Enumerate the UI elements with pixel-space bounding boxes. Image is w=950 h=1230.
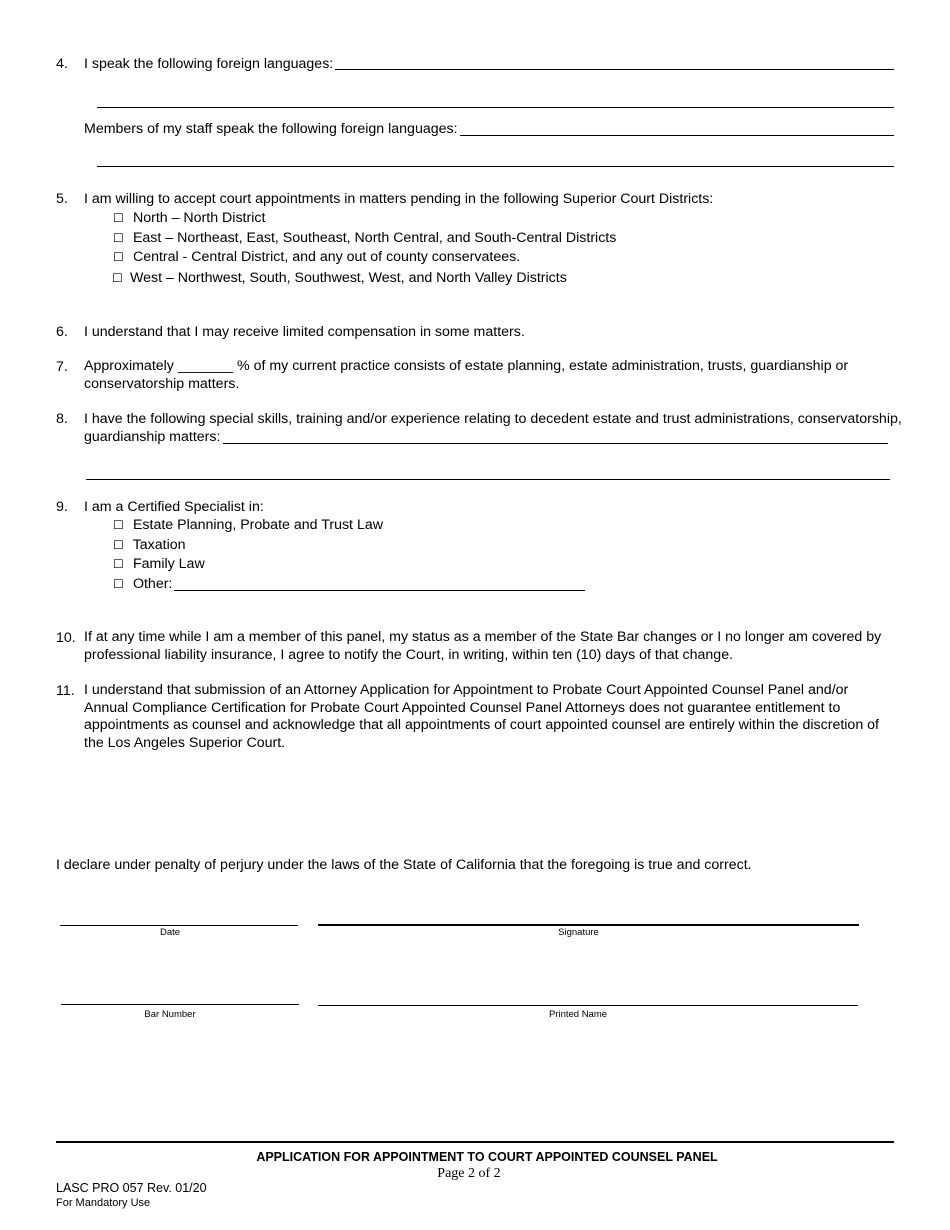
item-10-text: If at any time while I am a member of this panel, my status as a member of the State Bar changes or I no longer am covered by professional liability insurance, I agree to notify the Court, in writing, within ten (10) days of that change. bbox=[84, 629, 882, 663]
staff-languages-line-1[interactable] bbox=[460, 135, 894, 136]
checkbox-icon[interactable]: ☐ bbox=[113, 231, 124, 245]
checkbox-icon[interactable]: ☐ bbox=[113, 577, 124, 591]
bar-number-line[interactable] bbox=[61, 1004, 299, 1005]
printed-name-line[interactable] bbox=[318, 1005, 858, 1006]
item-5-number: 5. bbox=[56, 191, 68, 207]
signature-line[interactable] bbox=[318, 924, 859, 926]
languages-line-1[interactable] bbox=[335, 69, 894, 70]
footer-divider bbox=[56, 1141, 894, 1143]
item-4-label: I speak the following foreign languages: bbox=[84, 56, 334, 72]
page-number: Page 2 of 2 bbox=[437, 1166, 501, 1181]
item-6-number: 6. bbox=[56, 324, 68, 340]
form-usage: For Mandatory Use bbox=[56, 1197, 151, 1209]
checkbox-icon[interactable]: ☐ bbox=[113, 211, 124, 225]
signature-label: Signature bbox=[558, 927, 599, 938]
date-line[interactable] bbox=[60, 925, 298, 926]
languages-line-2[interactable] bbox=[97, 107, 894, 108]
district-option-east[interactable] bbox=[113, 230, 616, 246]
item-11-text: I understand that submission of an Attorney Application for Appointment to Probate Court Appointed Counsel Panel and/or Annual Compliance Certification for Probate Court Appointed Counsel Panel Attorneys does not guarantee entitlement to appointments as counsel and acknowledge that all appointments of court appointed counsel are entirely within the discretion of the Los Angeles Superior Court. bbox=[84, 682, 879, 751]
item-11-number: 11. bbox=[56, 683, 75, 699]
specialty-option-other[interactable] bbox=[113, 576, 172, 592]
date-label: Date bbox=[159, 927, 181, 938]
item-5-label: I am willing to accept court appointments in matters pending in the following Superior Court Districts: bbox=[84, 191, 714, 207]
skills-line-2[interactable] bbox=[86, 479, 890, 480]
item-10-number: 10. bbox=[56, 630, 76, 646]
district-option-central[interactable] bbox=[113, 249, 520, 265]
footer-title: APPLICATION FOR APPOINTMENT TO COURT APPOINTED COUNSEL PANEL bbox=[256, 1150, 718, 1164]
item-8-text-line1: I have the following special skills, training and/or experience relating to decedent estate and trust administrations, conservatorship, bbox=[84, 411, 902, 427]
item-8-text-line2: guardianship matters: bbox=[84, 429, 221, 445]
checkbox-icon[interactable]: ☐ bbox=[113, 250, 124, 264]
form-id: LASC PRO 057 Rev. 01/20 bbox=[56, 1181, 207, 1195]
specialty-option-label: Family Law bbox=[132, 556, 205, 572]
district-option-north[interactable] bbox=[113, 210, 265, 226]
checkbox-icon[interactable]: ☐ bbox=[112, 271, 123, 285]
other-specialty-line[interactable] bbox=[174, 590, 585, 591]
staff-languages-line-2[interactable] bbox=[97, 166, 894, 167]
declaration: I declare under penalty of perjury under the laws of the State of California that the foregoing is true and correct. bbox=[56, 857, 752, 873]
specialty-option-family-law[interactable] bbox=[113, 556, 205, 572]
item-8-number: 8. bbox=[56, 411, 68, 427]
bar-number-label: Bar Number bbox=[144, 1009, 196, 1020]
item-6-text: I understand that I may receive limited compensation in some matters. bbox=[84, 324, 525, 340]
item-9-label: I am a Certified Specialist in: bbox=[84, 499, 264, 515]
printed-name-label: Printed Name bbox=[548, 1009, 608, 1020]
item-7-text: Approximately _______ % of my current practice consists of estate planning, estate administration, trusts, guardianship or conservatorship matters. bbox=[84, 358, 849, 392]
district-option-west[interactable] bbox=[112, 270, 567, 286]
specialty-option-label: Other: bbox=[132, 576, 173, 592]
checkbox-icon[interactable]: ☐ bbox=[113, 538, 124, 552]
item-7-number: 7. bbox=[56, 359, 68, 375]
district-option-label: Central - Central District, and any out of county conservatees. bbox=[132, 249, 521, 265]
specialty-option-estate[interactable] bbox=[113, 517, 383, 533]
specialty-option-taxation[interactable] bbox=[113, 537, 186, 553]
district-option-label: North – North District bbox=[132, 210, 266, 226]
district-option-label: West – Northwest, South, Southwest, West, and North Valley Districts bbox=[129, 270, 567, 286]
specialty-option-label: Taxation bbox=[132, 537, 186, 553]
checkbox-icon[interactable]: ☐ bbox=[113, 518, 124, 532]
district-option-label: East – Northeast, East, Southeast, North Central, and South-Central Districts bbox=[132, 230, 617, 246]
skills-line-1[interactable] bbox=[223, 443, 888, 444]
specialty-option-label: Estate Planning, Probate and Trust Law bbox=[132, 517, 383, 533]
staff-languages-label: Members of my staff speak the following foreign languages: bbox=[84, 121, 458, 137]
item-9-number: 9. bbox=[56, 499, 68, 515]
checkbox-icon[interactable]: ☐ bbox=[113, 557, 124, 571]
item-4-number: 4. bbox=[56, 56, 68, 72]
